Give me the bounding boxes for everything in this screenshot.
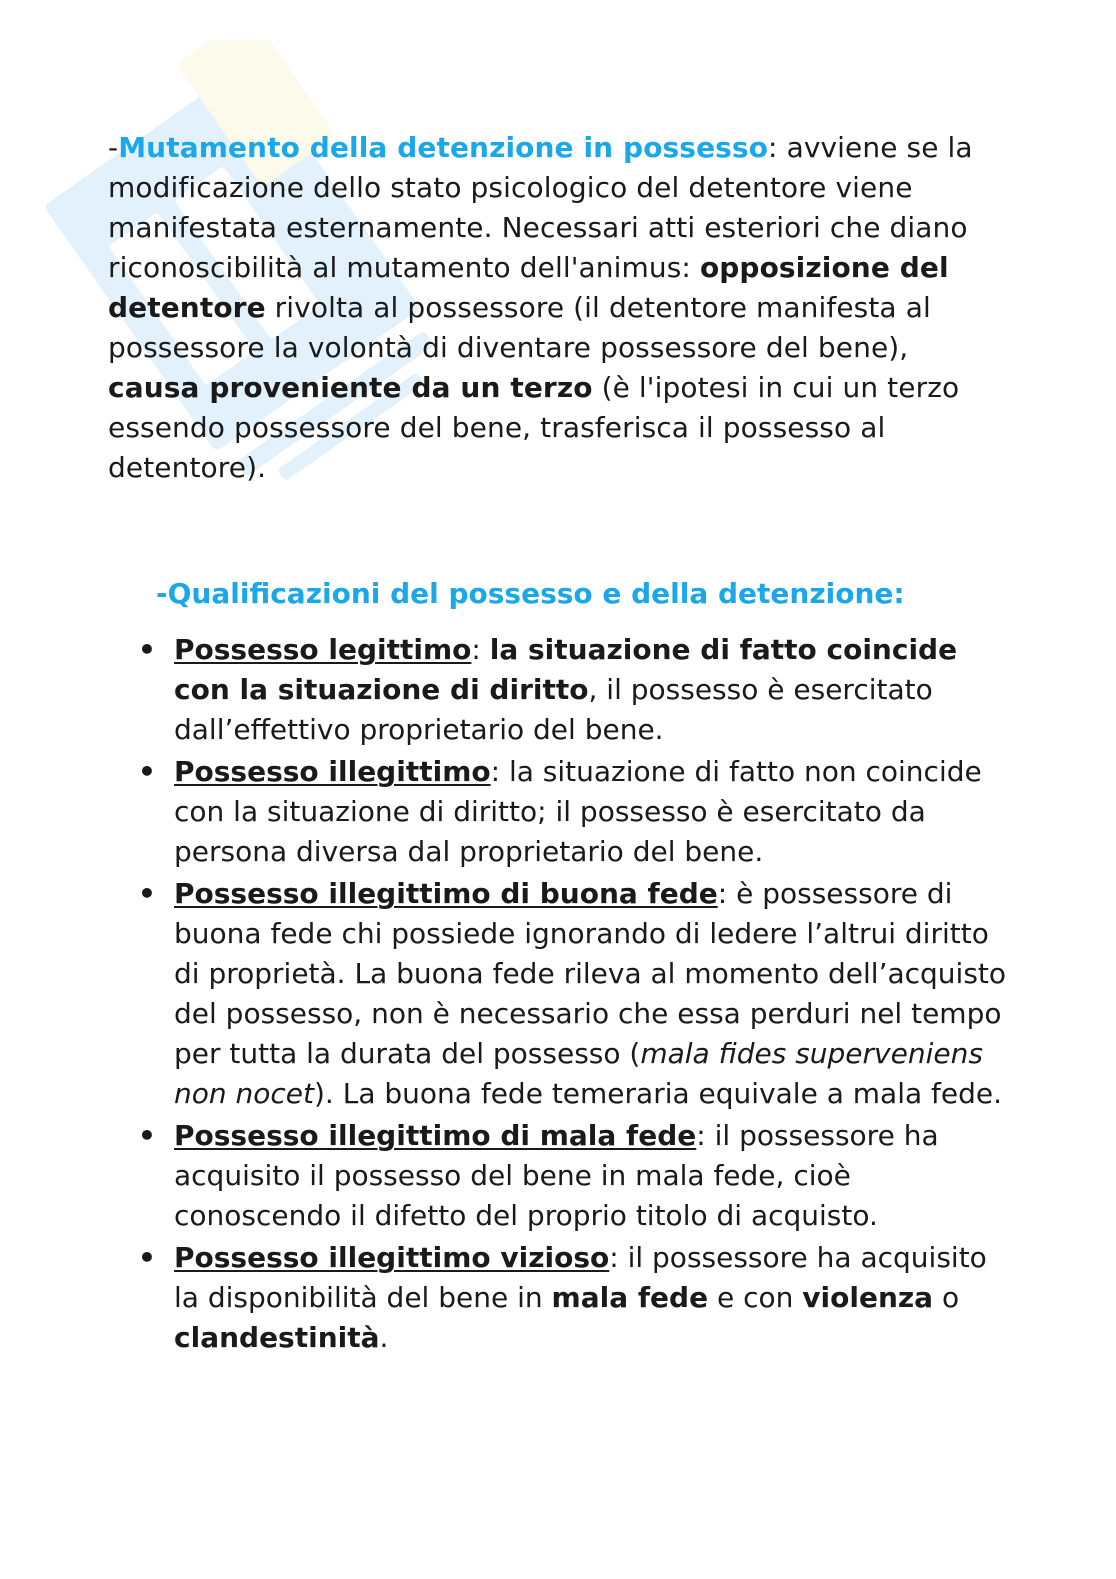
item-text: , il possesso è esercitato dall’effettivo proprietario del bene. xyxy=(174,673,933,746)
term-legittimo: Possesso legittimo xyxy=(174,633,472,666)
term-separator: : xyxy=(717,877,737,910)
item-text-c: o xyxy=(933,1281,960,1314)
list-item-mala-fede xyxy=(108,1116,1008,1236)
list-item-buona-fede xyxy=(108,874,1008,1114)
item-text-b: e con xyxy=(708,1281,803,1314)
bullet-icon: • xyxy=(138,877,156,910)
bold-opposizione: opposizione del detentore xyxy=(108,251,949,324)
paragraph-text-2: rivolta al possessore (il detentore manifesta al possessore la volontà di diventare possessore del bene), xyxy=(108,291,931,364)
term-separator: : xyxy=(609,1241,628,1274)
paragraph-text-1: : avviene se la modificazione dello stato psicologico del detentore viene manifestata esternamente. Necessari atti esteriori che diano riconoscibilità al mutamento dell'animus: xyxy=(108,131,973,284)
term-illegittimo: Possesso illegittimo xyxy=(174,755,491,788)
qualifications-list xyxy=(108,630,1008,1358)
paragraph-heading: Mutamento della detenzione in possesso xyxy=(118,131,769,164)
bullet-icon: • xyxy=(138,755,156,788)
item-text: il possessore ha acquisito il possesso del bene in mala fede, cioè conoscendo il difetto del proprio titolo di acquisto. xyxy=(174,1119,939,1232)
paragraph-text-3: (è l'ipotesi in cui un terzo essendo possessore del bene, trasferisca il possesso al detentore). xyxy=(108,371,960,484)
item-bold-violenza: violenza xyxy=(802,1281,934,1314)
term-vizioso: Possesso illegittimo vizioso xyxy=(174,1241,610,1274)
bold-causa: causa proveniente da un terzo xyxy=(108,371,593,404)
document-page xyxy=(108,128,1008,1360)
paragraph-mutamento xyxy=(108,128,1008,488)
term-mala-fede: Possesso illegittimo di mala fede xyxy=(174,1119,697,1152)
item-bold-mala-fede: mala fede xyxy=(551,1281,709,1314)
list-item-legittimo xyxy=(108,630,1008,750)
bullet-icon: • xyxy=(138,633,156,666)
item-text-d: . xyxy=(379,1321,389,1354)
section-title: -Qualificazioni del possesso e della detenzione: xyxy=(156,577,905,610)
item-text-b: ). La buona fede temeraria equivale a mala fede. xyxy=(314,1077,1003,1110)
item-italic-latin: mala fides superveniens non nocet xyxy=(174,1037,983,1110)
list-item-illegittimo xyxy=(108,752,1008,872)
bullet-icon: • xyxy=(138,1241,156,1274)
item-bold-clandestinita: clandestinità xyxy=(174,1321,380,1354)
term-buona-fede: Possesso illegittimo di buona fede xyxy=(174,877,718,910)
term-separator: : xyxy=(471,633,490,666)
item-text: la situazione di fatto non coincide con la situazione di diritto; il possesso è esercitato da persona diversa dal proprietario del bene. xyxy=(174,755,982,868)
item-bold: la situazione di fatto coincide con la situazione di diritto xyxy=(174,633,958,706)
bullet-icon: • xyxy=(138,1119,156,1152)
term-separator: : xyxy=(490,755,509,788)
term-separator: : xyxy=(696,1119,715,1152)
lead-dash: - xyxy=(108,131,119,164)
item-text-a: il possessore ha acquisito la disponibilità del bene in xyxy=(174,1241,987,1314)
list-item-vizioso xyxy=(108,1238,1008,1358)
item-text-a: è possessore di buona fede chi possiede ignorando di ledere l’altrui diritto di proprietà. La buona fede rileva al momento dell’acquisto del possesso, non è necessario che essa perduri nel tempo per tutta la durata del possesso ( xyxy=(174,877,1007,1070)
